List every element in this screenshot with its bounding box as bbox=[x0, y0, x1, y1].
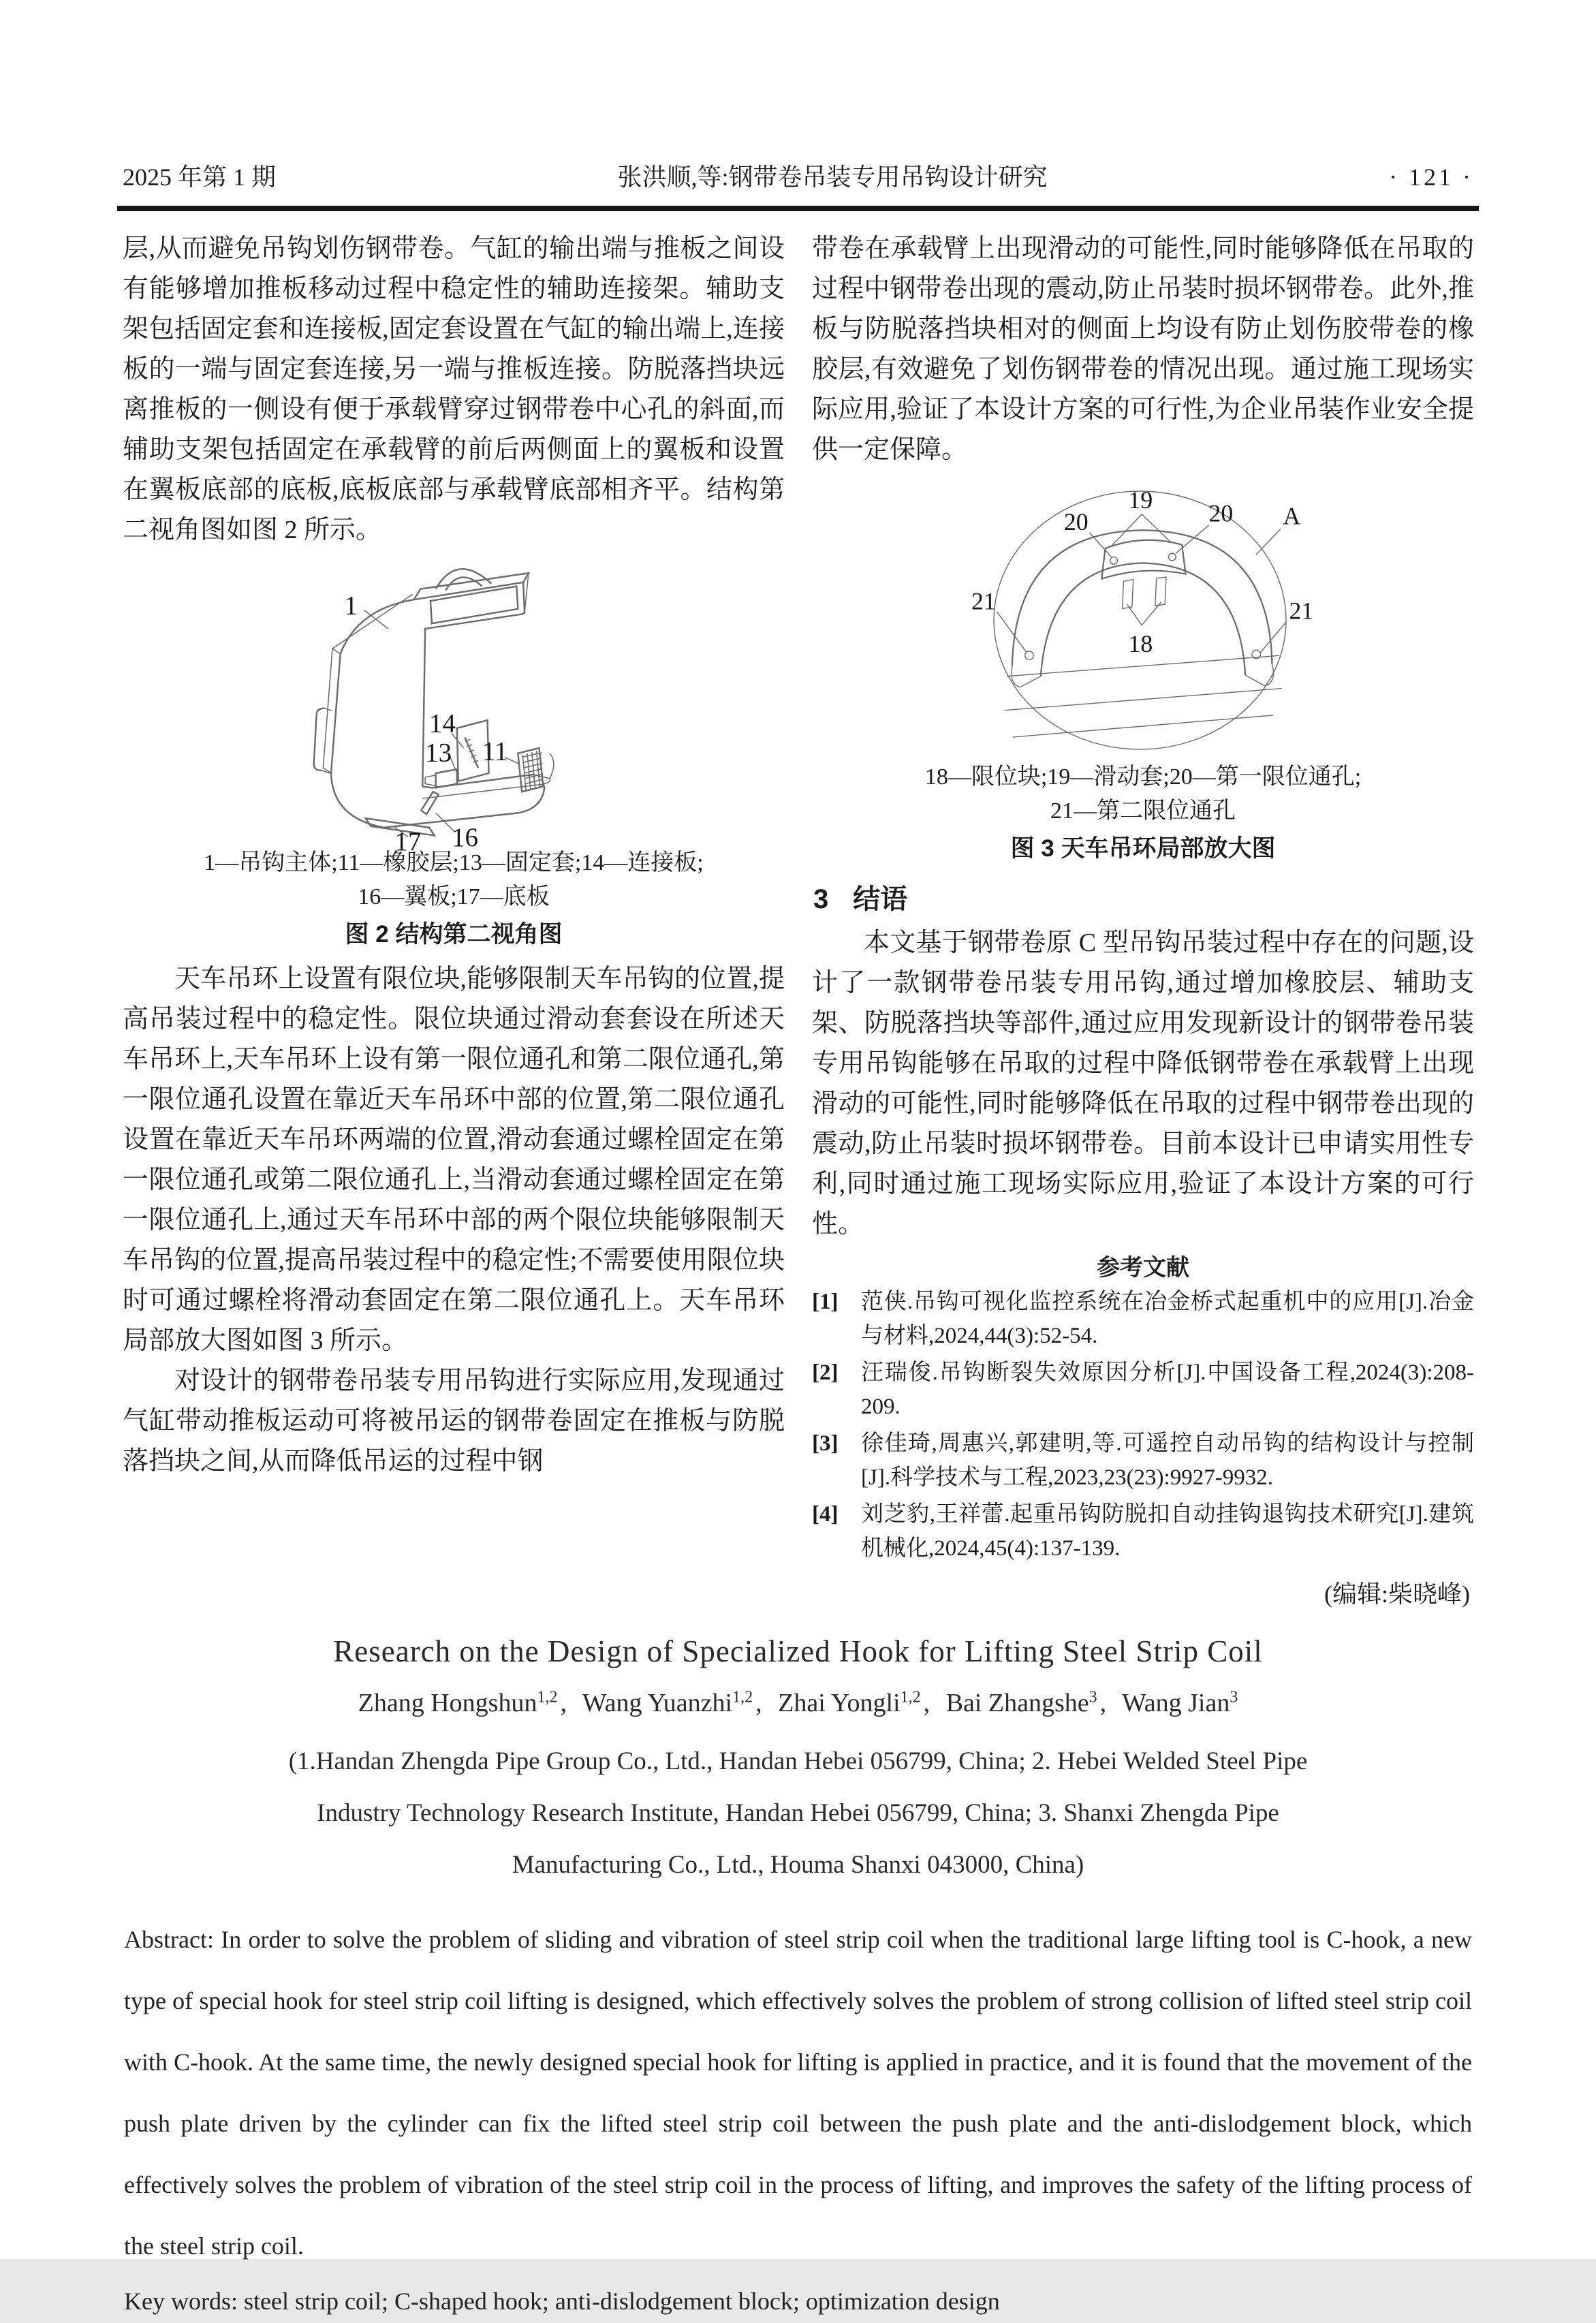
reference-number: [4] bbox=[812, 1502, 839, 1527]
figure2-title: 图 2 结构第二视角图 bbox=[345, 921, 563, 948]
figure3-legend-line2: 21—第二限位通孔 bbox=[1050, 798, 1236, 824]
paragraph-conclusion: 本文基于钢带卷原 C 型吊钩吊装过程中存在的问题,设计了一款钢带卷吊装专用吊钩,通过增加橡胶层、辅助支架、防脱落挡块等部件,通过应用发现新设计的钢带卷吊装专用吊钩能够在吊取的过程中降低钢带卷在承载臂上出现滑动的可能性,同时能够降低在吊取的过程中钢带卷出现的震动,防止吊装时损坏钢带卷。目前本设计已申请实用性专利,同时通过施工现场实际应用,验证了本设计方案的可行性。 bbox=[812, 929, 1474, 1238]
reference-item bbox=[812, 1285, 1474, 1353]
author: Wang Jian$^3$ bbox=[1121, 1688, 1238, 1717]
author: Zhang Hongshun$^{1,2}$ bbox=[358, 1688, 558, 1717]
left-column bbox=[123, 229, 785, 1639]
section-title: 结语 bbox=[853, 884, 908, 914]
figure3-label-18: 18 bbox=[1128, 629, 1153, 657]
figure3-label-20-right: 20 bbox=[1208, 499, 1234, 527]
author-affiliation-sup: 1,2 bbox=[732, 1688, 753, 1706]
english-affiliation-line3: Manufacturing Co., Ltd., Houma Shanxi 043000, China) bbox=[512, 1851, 1084, 1879]
figure2-drawing bbox=[253, 555, 655, 856]
section-number: 3 bbox=[813, 884, 829, 914]
author: Bai Zhangshe$^3$ bbox=[945, 1688, 1097, 1717]
english-affiliation-line1: (1.Handan Zhengda Pipe Group Co., Ltd., Handan Hebei 056799, China; 2. Hebei Welded Steel Pipe bbox=[288, 1747, 1308, 1775]
keywords-text: steel strip coil; C-shaped hook; anti-dislodgement block; optimization design bbox=[243, 2288, 1000, 2315]
reference-number: [3] bbox=[812, 1431, 839, 1456]
reference-text: 徐佳琦,周惠兴,郭建明,等.可遥控自动吊钩的结构设计与控制[J].科学技术与工程,2023,23(23):9927-9932. bbox=[861, 1431, 1474, 1490]
english-abstract bbox=[124, 1909, 1472, 2277]
keywords-label: Key words: bbox=[124, 2288, 238, 2315]
ring-arch bbox=[1012, 530, 1274, 687]
paragraph: 对设计的钢带卷吊装专用吊钩进行实际应用,发现通过气缸带动推板运动可将被吊运的钢带卷固定在推板与防脱落挡块之间,从而降低吊运的过程中钢 bbox=[123, 1367, 785, 1476]
reference-text: 汪瑞俊.吊钩断裂失效原因分析[J].中国设备工程,2024(3):208-209. bbox=[861, 1360, 1474, 1419]
author-affiliation-sup: 3 bbox=[1089, 1688, 1097, 1706]
figure2-legend-line1: 1—吊钩主体;11—橡胶层;13—固定套;14—连接板; bbox=[204, 850, 704, 875]
figure2-legend-line2: 16—翼板;17—底板 bbox=[358, 884, 550, 909]
english-section bbox=[121, 1634, 1475, 2323]
reference-number: [2] bbox=[812, 1360, 839, 1385]
figure-3 bbox=[812, 474, 1474, 867]
author-separator: , bbox=[923, 1689, 930, 1717]
figure2-label-17: 17 bbox=[394, 826, 422, 856]
abstract-text: In order to solve the problem of sliding and vibration of steel strip coil when the traditional large lifting tool is C-hook, a new type of special hook for steel strip coil lifting is designed, which effectively solves the problem of strong collision of lifted steel strip coil with C-hook. At the same time, the newly designed special hook for lifting is applied in practice, and it is found that the movement of the push plate driven by the cylinder can fix the lifted steel strip coil between the push plate and the anti-dislodgement block, which effectively solves the problem of vibration of the steel strip coil in the process of lifting, and improves the safety of the lifting process of the steel strip coil. bbox=[124, 1926, 1472, 2260]
figure3-label-20-left: 20 bbox=[1063, 508, 1089, 536]
author-affiliation-sup: 1,2 bbox=[900, 1688, 921, 1706]
figure2-label-11: 11 bbox=[482, 736, 508, 766]
figure-2 bbox=[123, 555, 785, 952]
author: Wang Yuanzhi$^{1,2}$ bbox=[582, 1688, 753, 1717]
author-separator: , bbox=[1099, 1689, 1107, 1717]
editor-note: (编辑:柴晓峰) bbox=[1324, 1580, 1470, 1608]
english-authors bbox=[121, 1688, 1475, 1718]
section-heading-conclusion bbox=[813, 877, 1474, 916]
figure3-labels bbox=[971, 486, 1313, 657]
figure3-label-21-right: 21 bbox=[1289, 597, 1314, 625]
author-separator: , bbox=[755, 1689, 762, 1717]
paragraph-continuation: 层,从而避免吊钩划伤钢带卷。气缸的输出端与推板之间设有能够增加推板移动过程中稳定性的辅助连接架。辅助支架包括固定套和连接板,固定套设置在气缸的输出端上,连接板的一端与固定套连接,另一端与推板连接。防脱落挡块远离推板的一侧设有便于承载臂穿过钢带卷中心孔的斜面,而辅助支架包括固定在承载臂的前后两侧面上的翼板和设置在翼板底部的底板,底板底部与承载臂底部相齐平。结构第二视角图如图 2 所示。 bbox=[123, 234, 785, 544]
reference-text: 刘芝豹,王祥蕾.起重吊钩防脱扣自动挂钩退钩技术研究[J].建筑机械化,2024,45(4):137-139. bbox=[861, 1502, 1474, 1561]
author-affiliation-sup: 3 bbox=[1230, 1688, 1238, 1706]
figure2-label-16: 16 bbox=[452, 823, 478, 852]
reference-item bbox=[812, 1426, 1474, 1495]
journal-issue: 2025 年第 1 期 bbox=[123, 163, 277, 191]
figure2-label-14: 14 bbox=[429, 708, 456, 738]
right-column bbox=[812, 229, 1474, 1639]
figure2-label-1: 1 bbox=[344, 591, 358, 621]
hook-body-outline bbox=[323, 573, 554, 828]
page-header bbox=[123, 158, 1473, 193]
figure3-label-21-left: 21 bbox=[971, 587, 996, 615]
author: Zhai Yongli$^{1,2}$ bbox=[778, 1688, 921, 1717]
figure3-title: 图 3 天车吊环局部放大图 bbox=[1010, 835, 1276, 862]
sliding-sleeve bbox=[1101, 540, 1185, 609]
english-keywords bbox=[124, 2279, 1472, 2323]
figure2-label-13: 13 bbox=[425, 738, 452, 768]
figure3-label-A: A bbox=[1283, 502, 1301, 530]
author-affiliation-sup: 1,2 bbox=[537, 1688, 558, 1706]
figure3-legend-line1: 18—限位块;19—滑动套;20—第一限位通孔; bbox=[924, 764, 1362, 790]
page-number: · 121 · bbox=[1389, 163, 1473, 191]
figure3-drawing bbox=[932, 474, 1354, 760]
english-affiliation-line2: Industry Technology Research Institute, Handan Hebei 056799, China; 3. Shanxi Zhengda Pipe bbox=[317, 1799, 1279, 1827]
author-separator: , bbox=[560, 1689, 567, 1717]
abstract-label: Abstract: bbox=[124, 1926, 214, 1953]
reference-number: [1] bbox=[812, 1290, 839, 1314]
header-rule bbox=[117, 206, 1479, 211]
paragraph: 天车吊环上设置有限位块,能够限制天车吊钩的位置,提高吊装过程中的稳定性。限位块通过滑动套套设在所述天车吊环上,天车吊环上设有第一限位通孔和第二限位通孔,第一限位通孔设置在靠近天车吊环中部的位置,第二限位通孔设置在靠近天车吊环两端的位置,滑动套通过螺栓固定在第一限位通孔或第二限位通孔上,当滑动套通过螺栓固定在第一限位通孔上,通过天车吊环中部的两个限位块能够限制天车吊钩的位置,提高吊装过程中的稳定性;不需要使用限位块时可通过螺栓将滑动套固定在第二限位通孔上。天车吊环局部放大图如图 3 所示。 bbox=[123, 965, 785, 1355]
two-column-body bbox=[123, 229, 1475, 1639]
references-heading: 参考文献 bbox=[1097, 1255, 1189, 1281]
english-title: Research on the Design of Specialized Hook for Lifting Steel Strip Coil bbox=[333, 1634, 1263, 1668]
reference-item bbox=[812, 1356, 1474, 1424]
reference-item bbox=[812, 1497, 1474, 1565]
reference-text: 范侠.吊钩可视化监控系统在冶金桥式起重机中的应用[J].冶金与材料,2024,44(3):52-54. bbox=[861, 1290, 1474, 1348]
figure3-label-19: 19 bbox=[1128, 486, 1153, 514]
beam-lines bbox=[1004, 655, 1281, 737]
paragraph-continuation: 带卷在承载臂上出现滑动的可能性,同时能够降低在吊取的过程中钢带卷出现的震动,防止吊装时损坏钢带卷。此外,推板与防脱落挡块相对的侧面上均设有防止划伤胶带卷的橡胶层,有效避免了划伤钢带卷的情况出现。通过施工现场实际应用,验证了本设计方案的可行性,为企业吊装作业安全提供一定保障。 bbox=[812, 234, 1474, 464]
running-title: 张洪顺,等:钢带卷吊装专用吊钩设计研究 bbox=[617, 163, 1048, 191]
